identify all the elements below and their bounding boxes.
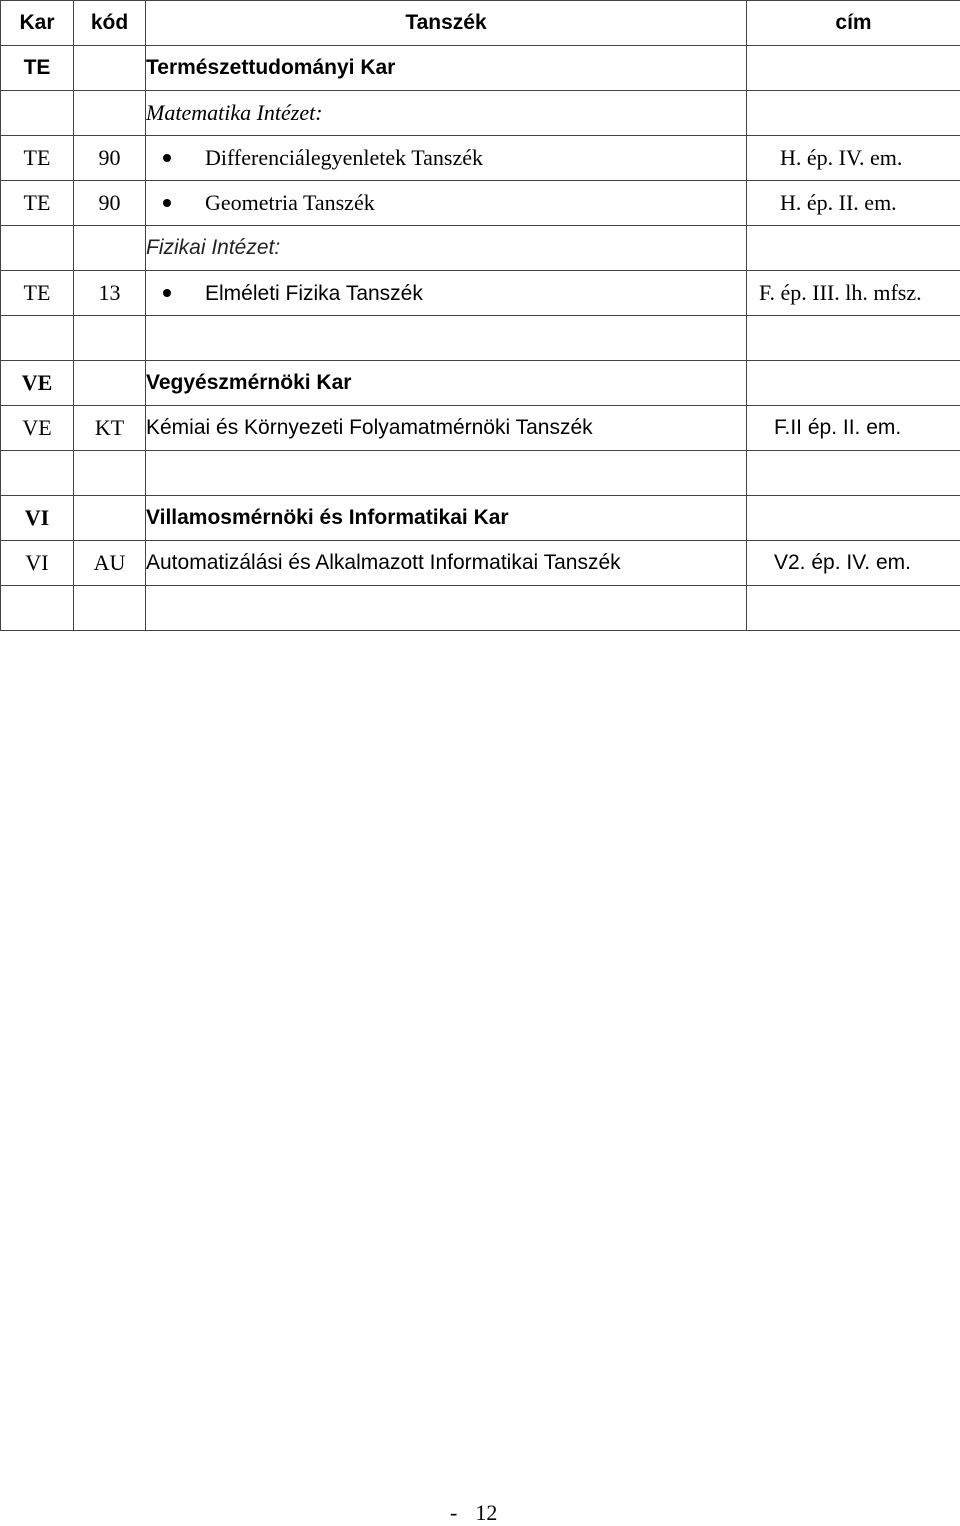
cell-tanszek [146,586,747,631]
cell-cim [747,181,960,226]
cell-kod [74,496,146,541]
cell-cim [747,226,960,271]
cell-cim [747,136,960,181]
cell-kod: 13 [74,271,146,316]
cell-kar: TE [1,181,74,226]
cell-kar [1,316,74,361]
cell-kar: VI [1,541,74,586]
cell-kod: 90 [74,181,146,226]
cell-kar [1,91,74,136]
cell-kod [74,316,146,361]
cell-cim [747,451,960,496]
address-text: F.II ép. II. em. [747,416,960,440]
cell-kar [1,451,74,496]
bullet-icon [163,199,171,207]
table-row-faculty [1,361,960,406]
cell-cim [747,46,960,91]
table-row-empty [1,451,960,496]
cell-kar: TE [1,136,74,181]
address-text: H. ép. II. em. [747,190,960,216]
cell-tanszek: Vegyészmérnöki Kar [146,361,747,406]
table-row [1,181,960,226]
department-name: Elméleti Fizika Tanszék [205,282,423,305]
table-header-row [1,1,960,46]
cell-kod [74,586,146,631]
cell-tanszek: Matematika Intézet: [146,91,747,136]
address-text: V2. ép. IV. em. [747,551,960,575]
cell-kod: 90 [74,136,146,181]
page-number-value: 12 [475,1500,497,1525]
table-row [1,406,960,451]
header-kod: kód [74,1,146,46]
cell-kod: AU [74,541,146,586]
cell-tanszek: Automatizálási és Alkalmazott Informatikai Tanszék [146,541,747,586]
cell-kod [74,361,146,406]
table-row-institute [1,91,960,136]
cell-kod [74,226,146,271]
cell-cim [747,271,960,316]
page-number [450,1500,497,1526]
table-row-faculty [1,496,960,541]
cell-tanszek [146,451,747,496]
cell-cim [747,541,960,586]
cell-tanszek [146,316,747,361]
cell-cim [747,586,960,631]
table-row-empty [1,586,960,631]
cell-kar: TE [1,46,74,91]
cell-tanszek [146,136,747,181]
table-row-institute [1,226,960,271]
cell-kod: KT [74,406,146,451]
cell-cim [747,406,960,451]
cell-kar: VI [1,496,74,541]
table-row-empty [1,316,960,361]
cell-cim [747,496,960,541]
address-text: H. ép. IV. em. [747,145,960,171]
table-row [1,541,960,586]
cell-cim [747,361,960,406]
cell-tanszek: Kémiai és Környezeti Folyamatmérnöki Tanszék [146,406,747,451]
bullet-icon [163,289,171,297]
department-name: Differenciálegyenletek Tanszék [205,145,483,170]
address-text: F. ép. III. lh. mfsz. [747,280,960,306]
page-number-dash: - [450,1500,457,1525]
cell-tanszek: Természettudományi Kar [146,46,747,91]
cell-kar [1,226,74,271]
cell-tanszek: Villamosmérnöki és Informatikai Kar [146,496,747,541]
cell-cim [747,91,960,136]
cell-kar: VE [1,406,74,451]
cell-tanszek [146,181,747,226]
table-row [1,271,960,316]
department-table [0,0,960,631]
cell-tanszek [146,271,747,316]
header-tanszek: Tanszék [146,1,747,46]
table-row [1,136,960,181]
cell-kar: VE [1,361,74,406]
header-kar: Kar [1,1,74,46]
table-row-faculty [1,46,960,91]
bullet-icon [163,154,171,162]
cell-kar: TE [1,271,74,316]
cell-kod [74,451,146,496]
cell-kod [74,91,146,136]
header-cim: cím [747,1,960,46]
cell-kar [1,586,74,631]
cell-tanszek: Fizikai Intézet: [146,226,747,271]
department-name: Geometria Tanszék [205,190,375,215]
cell-kod [74,46,146,91]
cell-cim [747,316,960,361]
